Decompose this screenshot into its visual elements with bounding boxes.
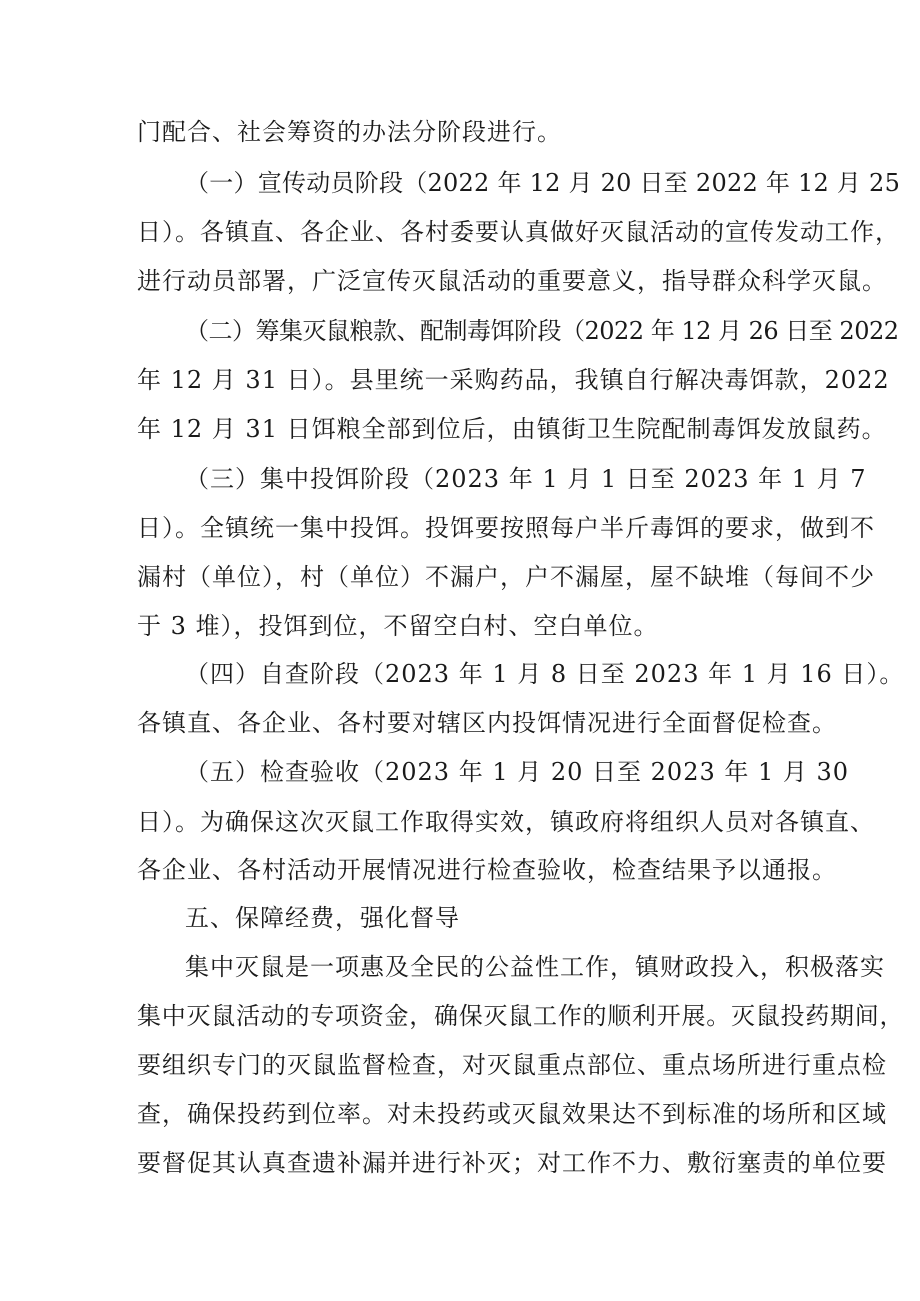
paragraph-line: 集中灭鼠是一项惠及全民的公益性工作，镇财政投入，积极落实	[185, 953, 885, 981]
paragraph-line: 要督促其认真查遗补漏并进行补灭；对工作不力、敷衍塞责的单位要	[137, 1149, 887, 1177]
paragraph-line: 集中灭鼠活动的专项资金，确保灭鼠工作的顺利开展。灭鼠投药期间，	[137, 1002, 905, 1030]
paragraph-line: 年 12 月 31 日饵粮全部到位后，由镇街卫生院配制毒饵发放鼠药。	[137, 415, 887, 443]
paragraph-line: 日）。为确保这次灭鼠工作取得实效，镇政府将组织人员对各镇直、	[137, 808, 875, 836]
paragraph-line: 进行动员部署，广泛宣传灭鼠活动的重要意义，指导群众科学灭鼠。	[137, 267, 887, 295]
paragraph-line: （二）筹集灭鼠粮款、配制毒饵阶段（2022 年 12 月 26 日至 2022	[185, 317, 899, 345]
paragraph-line: （一）宣传动员阶段（2022 年 12 月 20 日至 2022 年 12 月 25	[185, 169, 901, 197]
paragraph-line: 查，确保投药到位率。对未投药或灭鼠效果达不到标准的场所和区域	[137, 1100, 887, 1128]
paragraph-line: （四）自查阶段（2023 年 1 月 8 日至 2023 年 1 月 16 日）。	[185, 660, 905, 688]
paragraph-line: （三）集中投饵阶段（2023 年 1 月 1 日至 2023 年 1 月 7	[185, 465, 867, 493]
paragraph-line: 日）。全镇统一集中投饵。投饵要按照每户半斤毒饵的要求，做到不	[137, 514, 875, 542]
section-heading: 五、保障经费，强化督导	[185, 904, 460, 932]
paragraph-line: 漏村（单位），村（单位）不漏户，户不漏屋，屋不缺堆（每间不少	[137, 563, 875, 591]
paragraph-line: 日）。各镇直、各企业、各村委要认真做好灭鼠活动的宣传发动工作，	[137, 218, 900, 246]
paragraph-line: 于 3 堆），投饵到位，不留空白村、空白单位。	[137, 612, 659, 640]
paragraph-line: （五）检查验收（2023 年 1 月 20 日至 2023 年 1 月 30	[185, 758, 850, 786]
paragraph-line: 各企业、各村活动开展情况进行检查验收，检查结果予以通报。	[137, 856, 837, 884]
paragraph-line: 门配合、社会筹资的办法分阶段进行。	[137, 118, 562, 146]
paragraph-line: 年 12 月 31 日）。县里统一采购药品，我镇自行解决毒饵款，2022	[137, 366, 890, 394]
paragraph-line: 各镇直、各企业、各村要对辖区内投饵情况进行全面督促检查。	[137, 709, 837, 737]
paragraph-line: 要组织专门的灭鼠监督检查，对灭鼠重点部位、重点场所进行重点检	[137, 1051, 887, 1079]
